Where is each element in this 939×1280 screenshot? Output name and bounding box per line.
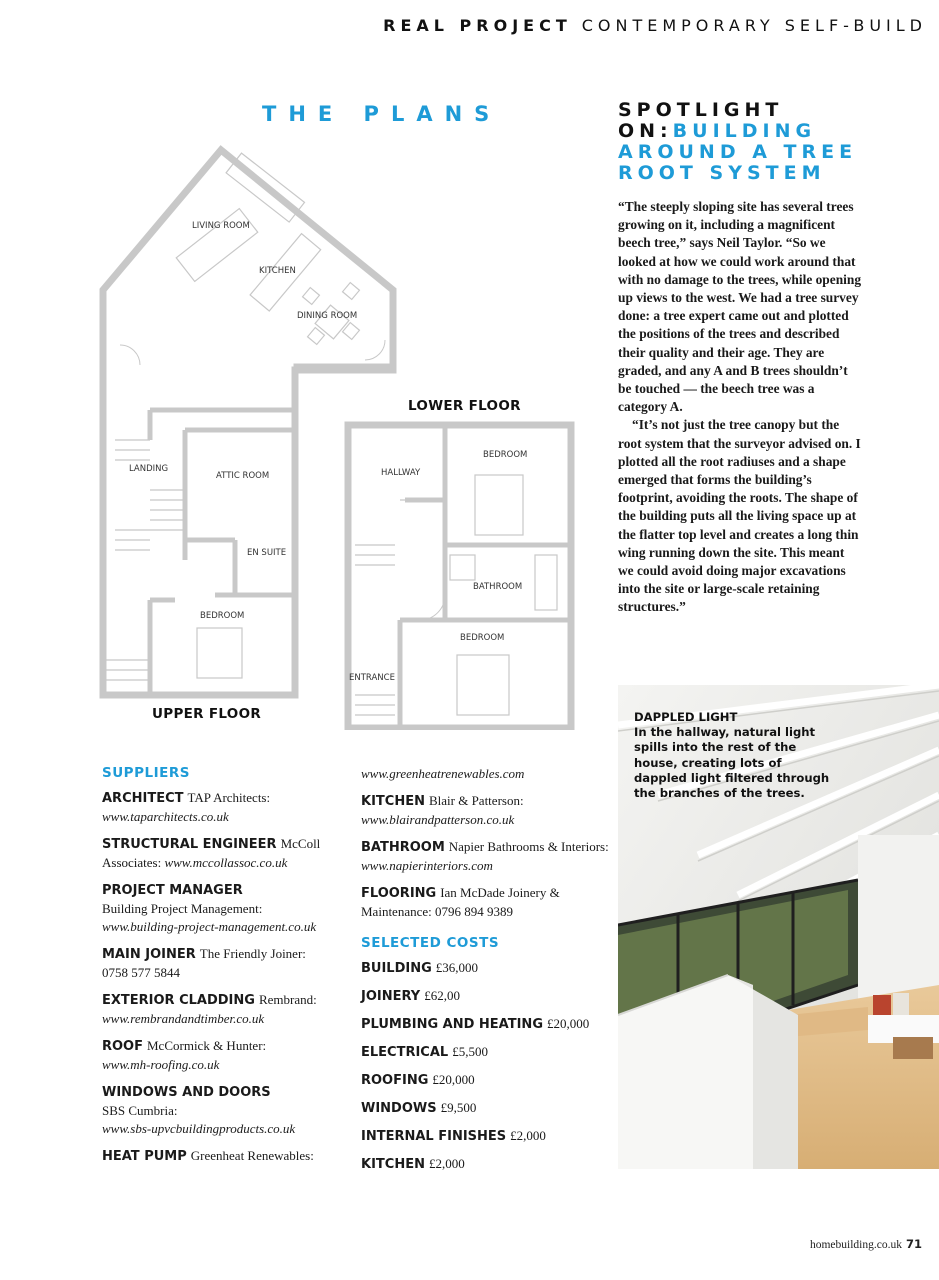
supplier-contact: 0796 894 9389 — [435, 904, 513, 919]
floor-plans — [95, 140, 585, 730]
cost-row — [361, 1071, 611, 1090]
supplier-name: The Friendly Joiner: — [199, 946, 306, 961]
spotlight-title-blue3: ROOT SYSTEM — [618, 162, 826, 184]
cost-value: £2,000 — [428, 1156, 465, 1171]
lower-floor-label: LOWER FLOOR — [408, 398, 521, 414]
bed — [457, 655, 509, 715]
supplier-contact: www.taparchitects.co.uk — [102, 809, 229, 824]
supplier-name: Greenheat Renewables: — [190, 1148, 314, 1163]
room-label-dining: DINING ROOM — [297, 311, 358, 321]
supplier-role: PROJECT MANAGER — [102, 883, 243, 898]
supplier-entry — [102, 1037, 352, 1074]
furniture — [303, 288, 320, 305]
supplier-entry — [102, 1083, 352, 1138]
plans-title: THE PLANS — [262, 102, 502, 126]
supplier-entry — [361, 838, 611, 875]
cost-label: WINDOWS — [361, 1101, 437, 1116]
cost-label: JOINERY — [361, 989, 421, 1004]
supplier-entry — [102, 789, 352, 826]
supplier-entry — [361, 884, 611, 921]
supplier-name: SBS Cumbria: — [102, 1103, 178, 1118]
spotlight-paragraph-1: “The steeply sloping site has several trees growing on it, including a magnificent beech tree,” says Neil Taylor. “So we looked at how we could work around that with no damage to the trees, while opening up views to the west. We had a tree survey done: a tree expert came out and plotted the positions of the trees and described their quality and their age. They are graded, and any A and B trees shouldn’t be touched — the beech tree was a category A. — [618, 199, 862, 415]
supplier-name: TAP Architects: — [187, 790, 271, 805]
section-label: REAL PROJECT — [383, 16, 572, 35]
room-label-kitchen: KITCHEN — [259, 266, 296, 276]
room-label-entrance: ENTRANCE — [349, 673, 395, 683]
page-footer — [810, 1237, 922, 1251]
supplier-contact: www.greenheatrenewables.com — [361, 766, 525, 781]
spotlight-body — [618, 198, 863, 617]
supplier-contact: www.rembrandandtimber.co.uk — [102, 1011, 265, 1026]
cost-label: BUILDING — [361, 961, 432, 976]
suppliers-heading: SUPPLIERS — [102, 765, 190, 781]
spotlight-title — [618, 100, 878, 184]
supplier-role: EXTERIOR CLADDING — [102, 993, 255, 1008]
supplier-role: FLOORING — [361, 886, 437, 901]
upper-floor-label: UPPER FLOOR — [152, 706, 262, 722]
cost-label: ROOFING — [361, 1073, 429, 1088]
room-label-bedroom1: BEDROOM — [483, 450, 528, 460]
supplier-name: Ian McDade Joinery & Maintenance: — [361, 885, 560, 919]
cost-label: PLUMBING AND HEATING — [361, 1017, 543, 1032]
section-subtitle: CONTEMPORARY SELF-BUILD — [581, 16, 927, 35]
upper-stairs — [103, 440, 185, 680]
spotlight-title-blue1: BUILDING — [672, 120, 817, 142]
supplier-name: Napier Bathrooms & Interiors: — [448, 839, 609, 854]
suppliers-column-2 — [361, 765, 611, 1183]
cost-row — [361, 1015, 611, 1034]
room-label-ensuite: EN SUITE — [247, 548, 287, 558]
footer-site: homebuilding.co.uk — [809, 1239, 902, 1251]
supplier-role: ROOF — [102, 1039, 143, 1054]
supplier-name: Rembrand: — [258, 992, 317, 1007]
photo-caption — [634, 710, 834, 801]
supplier-contact-continued — [361, 765, 611, 783]
supplier-role: WINDOWS AND DOORS — [102, 1085, 271, 1100]
cost-label: KITCHEN — [361, 1157, 425, 1172]
door-swing — [120, 345, 140, 365]
cost-label: INTERNAL FINISHES — [361, 1129, 507, 1144]
supplier-entry — [102, 945, 352, 982]
cost-value: £5,500 — [452, 1044, 488, 1059]
room-label-attic: ATTIC ROOM — [216, 471, 270, 481]
cost-row — [361, 1155, 611, 1174]
cost-row — [361, 1099, 611, 1118]
shower — [450, 555, 475, 580]
supplier-role: STRUCTURAL ENGINEER — [102, 837, 277, 852]
room-label-landing: LANDING — [129, 464, 169, 474]
spotlight-title-blue2: AROUND A TREE — [618, 141, 858, 163]
supplier-role: HEAT PUMP — [102, 1149, 187, 1164]
page-number: 71 — [905, 1237, 922, 1251]
cost-row — [361, 987, 611, 1006]
supplier-entry — [361, 792, 611, 829]
spotlight-title-line1: SPOTLIGHT — [618, 99, 784, 121]
cost-value: £9,500 — [440, 1100, 477, 1115]
room-label-bedroom2: BEDROOM — [460, 633, 505, 643]
furniture — [176, 209, 258, 282]
supplier-role: MAIN JOINER — [102, 947, 196, 962]
caption-text: In the hallway, natural light spills into the rest of the house, creating lots of dappled light filtered through the branches of the trees. — [634, 725, 830, 801]
furniture — [343, 283, 360, 300]
suppliers-column-1 — [102, 765, 352, 1175]
supplier-entry — [102, 881, 352, 936]
costs-heading: SELECTED COSTS — [361, 935, 500, 951]
bed — [197, 628, 242, 678]
cost-value: £2,000 — [510, 1128, 546, 1143]
room-label-living: LIVING ROOM — [192, 221, 250, 231]
supplier-contact: www.napierinteriors.com — [361, 858, 493, 873]
supplier-role: ARCHITECT — [102, 791, 184, 806]
supplier-contact: www.building-project-management.co.uk — [102, 919, 317, 934]
cost-value: £20,000 — [547, 1016, 590, 1031]
room-label-hallway: HALLWAY — [381, 468, 421, 478]
supplier-contact: www.sbs-upvcbuildingproducts.co.uk — [102, 1121, 296, 1136]
supplier-contact: www.blairandpatterson.co.uk — [361, 812, 515, 827]
running-header — [383, 16, 927, 35]
supplier-name: Blair & Patterson: — [428, 793, 524, 808]
lower-interior-walls — [400, 425, 571, 728]
furniture — [308, 328, 325, 345]
room-label-bedroom: BEDROOM — [200, 611, 245, 621]
caption-heading: DAPPLED LIGHT — [634, 710, 738, 724]
supplier-entry — [102, 991, 352, 1028]
supplier-contact: 0758 577 5844 — [102, 965, 180, 980]
supplier-contact: www.mccollassoc.co.uk — [164, 855, 288, 870]
cost-label: ELECTRICAL — [361, 1045, 449, 1060]
cost-row — [361, 959, 611, 978]
cost-value: £20,000 — [432, 1072, 475, 1087]
supplier-name: McCormick & Hunter: — [147, 1038, 267, 1053]
bath — [535, 555, 557, 610]
supplier-entry — [102, 835, 352, 872]
door-swing — [365, 340, 385, 360]
spotlight-title-on: ON: — [618, 120, 673, 142]
supplier-name: McColl Associates: — [102, 836, 321, 870]
spotlight-paragraph-2: “It’s not just the tree canopy but the root system that the surveyor advised on. I plotted all the root radiuses and a shape emerged that forms the building’s footprint, avoiding the roots. The shape of the building puts all the living space up at the flatter top level and creates a long thin wing running down the site. This meant we could avoid doing major excavations into the site or large-scale retaining structures.” — [618, 417, 861, 615]
cost-row — [361, 1043, 611, 1062]
supplier-role: BATHROOM — [361, 840, 445, 855]
supplier-role: KITCHEN — [361, 794, 425, 809]
supplier-contact: www.mh-roofing.co.uk — [102, 1057, 220, 1072]
supplier-entry — [102, 1147, 352, 1166]
cost-row — [361, 1127, 611, 1146]
cost-value: £36,000 — [435, 960, 479, 975]
room-label-bathroom: BATHROOM — [473, 582, 523, 592]
cost-value: £62,00 — [424, 988, 460, 1003]
supplier-name: Building Project Management: — [102, 901, 263, 916]
bed — [475, 475, 523, 535]
door-swing — [420, 595, 445, 620]
